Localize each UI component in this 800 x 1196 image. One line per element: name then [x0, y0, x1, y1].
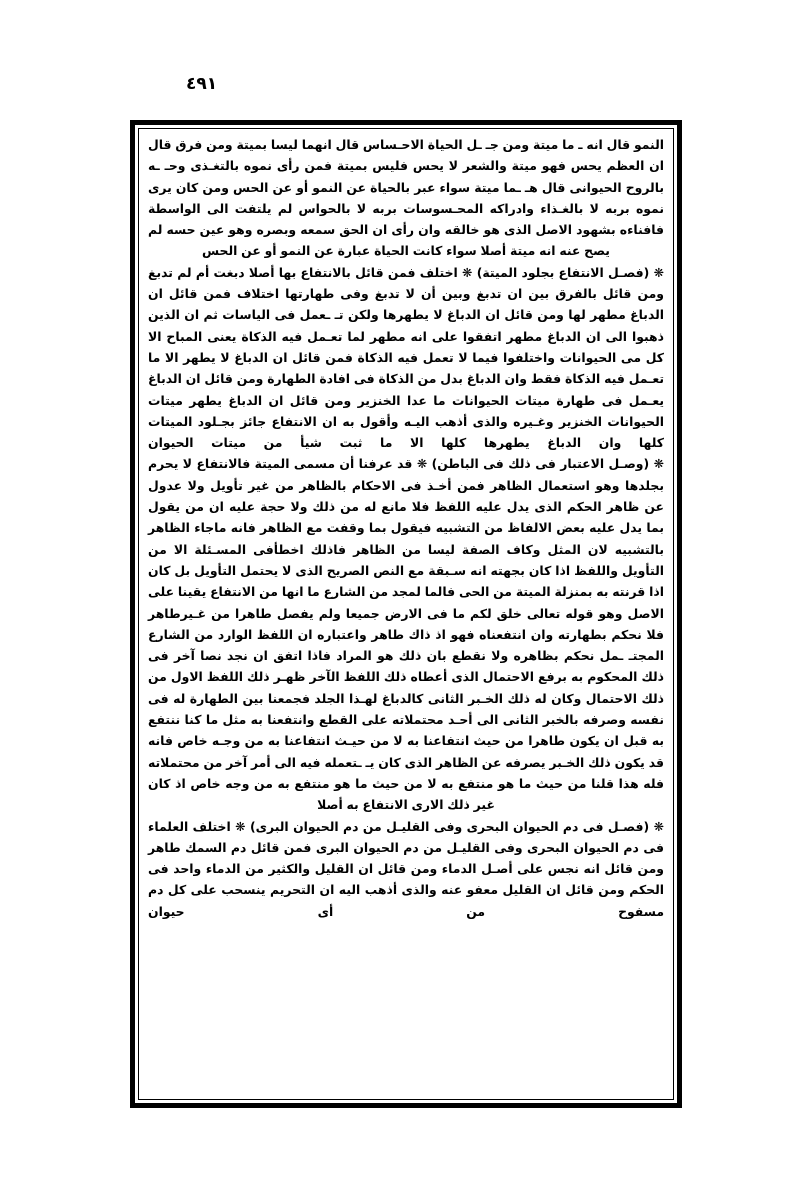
text-block [139, 129, 673, 1099]
paragraph-text: اختلف فمن قائل بالانتفاع بها أصلا دبغت أم لم تدبغ ومن قائل بالفرق بين ان تدبغ وبين أن لا تدبغ وفى طهارتها اختلاف فمن قائل ان الدباغ مطهر لها ومن قائل ان الدباغ لا يطهرها ولكن تـ ـعمل فى الياسات ثم ان الذين ذهبوا الى ان الدباغ مطهر اتفقوا على انه مطهر لما تعـمل فيه الذكاة يعنى المباح الا كل مى الحيوانات واختلفوا فيما لا تعمل فيه الذكاة فمن قائل ان الدباغ لا يطهر الا ما تعـمل فيه الذكاة فقط وان الدباغ بدل من الذكاة فى افادة الطهارة ومن قائل ان الدباغ يعـمل فى طهارة ميتات الحيوانات ما عدا الخنزير ومن قائل ان الدباغ يطهر ميتات الحيوانات الخنزير وغـيره والذى أذهب اليـه وأقول به ان الانتفاع جائز بجـلود الميتات كلها وان الدباغ يطهرها كلها الا ما ثبت شيأ من ميتات الحيوان [148, 264, 664, 451]
paragraph-text: النمو قال انه ـ ما ميتة ومن جـ ـل الحياة الاحـساس قال انهما ليسا بميتة ومن فرق قال ان العظم يحس فهو ميتة والشعر لا يحس فليس بميتة فمن رأى نموه بالتغـذى وحـ ـه بالروح الحيوانى قال هـ ـما ميتة سواء عبر بالحياة عن النمو أو عن الحس ومن كان يرى نموه بربه لا بالغـذاء وادراكه المحـسوسات بربه لا بالحواس لم يلتفت الى الواسطة فافناءه بشهود الاصل الذى هو خالقه وان رأى ان الحق سمعه وبصره وهو عين حسه لم يصح عنه انه ميتة أصلا سواء كانت الحياة عبارة عن النمو أو عن الحس [148, 137, 664, 259]
paragraph-continuation [148, 134, 664, 262]
paragraph-text: اختلف العلماء فى دم الحيوان البحرى وفى القليـل من دم الحيوان البرى فمن قائل دم السمك طاهر ومن قائل انه نجس على أصـل الدماء ومن قائل ان القليل والكثير من الدماء واحد فى الحكم ومن قائل ان القليل معفو عنه والذى أذهب اليه ان التحريم ينسحب على كل دم مسفوح من أى حيوان [148, 818, 664, 919]
section-heading: ❋ (فصـل الانتفاع بجلود الميتة) ❋ [462, 264, 664, 280]
paragraph-section-inner-consideration [148, 453, 664, 815]
page-border-inner-rule [138, 128, 674, 1100]
paragraph-section-blood-of-sea-animal [148, 816, 664, 922]
paragraph-section-skins-of-carrion [148, 262, 664, 454]
page-border-frame [130, 120, 682, 1108]
section-heading: ❋ (فصـل فى دم الحيوان البحرى وفى القليـل من دم الحيوان البرى) ❋ [235, 818, 664, 834]
section-heading: ❋ (وصـل الاعتبار فى ذلك فى الباطن) ❋ [416, 456, 664, 472]
folio-number: ٤٩١ [186, 74, 218, 94]
paragraph-text: قد عرفنا أن مسمى الميتة فالانتفاع لا يحرم بجلدها وهو استعمال الظاهر فمن أخـذ فى الاحكام بالظاهر من غير تأويل ولا عدول عن ظاهر الحكم الذى يدل عليه اللفظ فلا مانع له من ذلك ولا حجة عليه ان من يقول بما يدل عليه بعض الالفاظ من التشبيه فيقول بما وقفت مع الظاهر فانه ماجاء الظاهر بالتشبيه لان المثل وكاف الصفة ليسا من الظاهر فاذلك اخطأفى المسـئلة الا من التأويل واللفظ اذا كان بجهته انه سـبقة مع النص الصريح الذى لا يحتمل التأويل بل كان اذا قرنته به بمنزلة الميتة من الحى فالما لمجد من الشارع ما انها من الانتفاع يقينا على الاصل وهو قوله تعالى خلق لكم ما فى الارض جميعا ولم يفصل طاهرا من غـيرطاهر فلا نحكم بطهارته وان انتفعناه فهو اذ ذاك طاهر واعتباره ان اللفظ الوارد من الشارع المجتـ ـمل نحكم بظاهره ولا نقطع بان ذلك هو المراد فاذا اتفق ان نجد نصا آخر فى ذلك المحكوم به برفع الاحتمال الذى أعطاه ذلك اللفظ الآخر ظهـر ذلك اللفظ الاول من ذلك الاحتمال وكان له ذلك الخـبر الثانى كالدباغ لهـذا الجلد فجمعنا بين الطهارة له فى نفسه وصرفه بالخبر الثانى الى أحـد محتملاته على القطع وانتفعنا به مثل ما كنا ننتفع به قبل ان يكون طاهرا من حيث انتفاعنا به لا من حيـث انتفاعنا به من وجـه خاص فانه قد يكون ذلك الخـبر يصرفه عن الظاهر الذى كان يـ ـتعمله فيه الى أمر آخر من محتملاته فله هذا قلنا من حيث ما هو منتفع به لا من حيث ما هو منتفع به من وجه خاص اذ كان غير ذلك الارى الانتفاع به أصلا [148, 456, 664, 813]
